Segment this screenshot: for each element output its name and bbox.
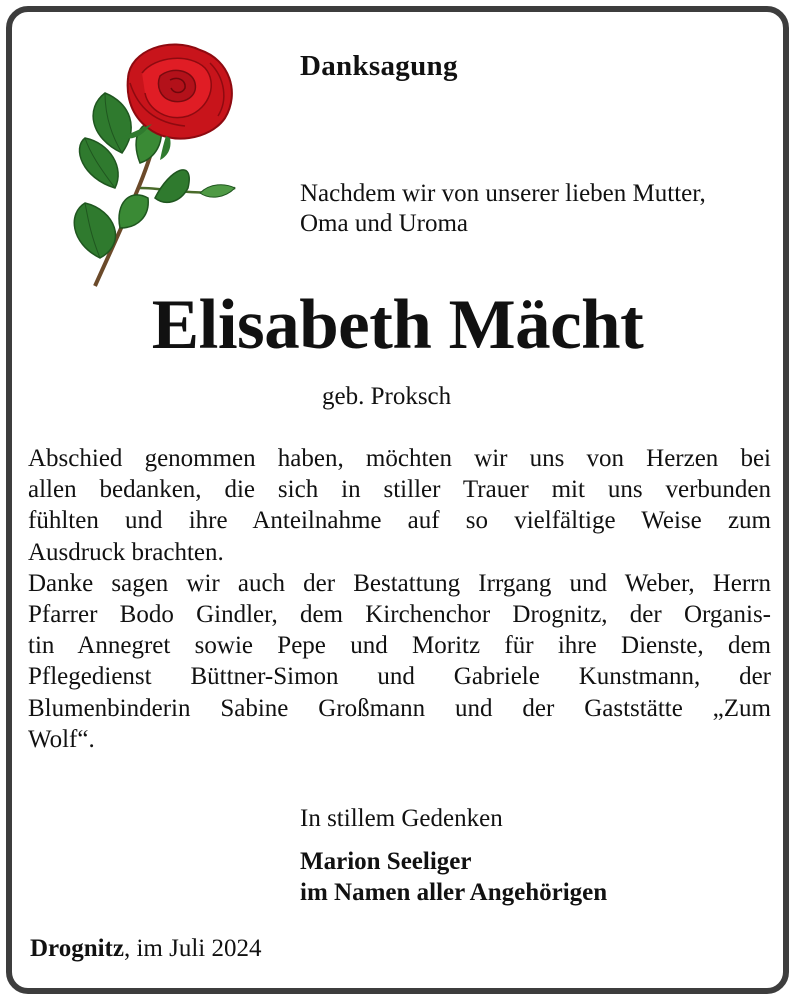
signature <box>300 846 607 908</box>
signature-line: im Namen aller Angehörigen <box>300 879 608 906</box>
body-line: Danke sagen wir auch der Bestattung Irrgang und Weber, Herrn <box>28 569 771 597</box>
intro-line: Oma und Uroma <box>300 210 469 237</box>
date-text: , im Juli 2024 <box>123 935 262 962</box>
body-line: Ausdruck brachten. <box>28 538 224 566</box>
body-line: fühlten und ihre Anteilnahme auf so vielfältige Weise zum <box>28 507 771 535</box>
deceased-name: Elisabeth Mächt <box>151 286 644 364</box>
body-line: allen bedanken, die sich in stiller Trauer mit uns verbunden <box>28 476 771 504</box>
body-line: Abschied genommen haben, möchten wir uns von Herzen bei <box>28 445 771 472</box>
closing-phrase: In stillem Gedenken <box>300 805 503 832</box>
body-line: Pflegedienst Büttner-Simon und Gabriele Kunstmann, der <box>28 663 771 691</box>
intro-text <box>300 179 706 239</box>
red-rose-icon <box>60 38 250 288</box>
thanks-body <box>28 443 771 755</box>
body-line: Pfarrer Bodo Gindler, dem Kirchenchor Drognitz, der Organis- <box>28 601 771 629</box>
place-date <box>30 935 262 963</box>
maiden-name: geb. Proksch <box>322 383 452 410</box>
notice-heading: Danksagung <box>300 50 458 82</box>
intro-line: Nachdem wir von unserer lieben Mutter, <box>300 180 706 207</box>
body-line: Blumenbinderin Sabine Großmann und der Gaststätte „Zum <box>28 694 771 722</box>
body-line: tin Annegret sowie Pepe und Moritz für ihre Dienste, dem <box>28 632 771 660</box>
signature-line: Marion Seeliger <box>300 848 472 875</box>
body-line: Wolf“. <box>28 725 95 753</box>
place-name: Drognitz <box>30 935 124 962</box>
